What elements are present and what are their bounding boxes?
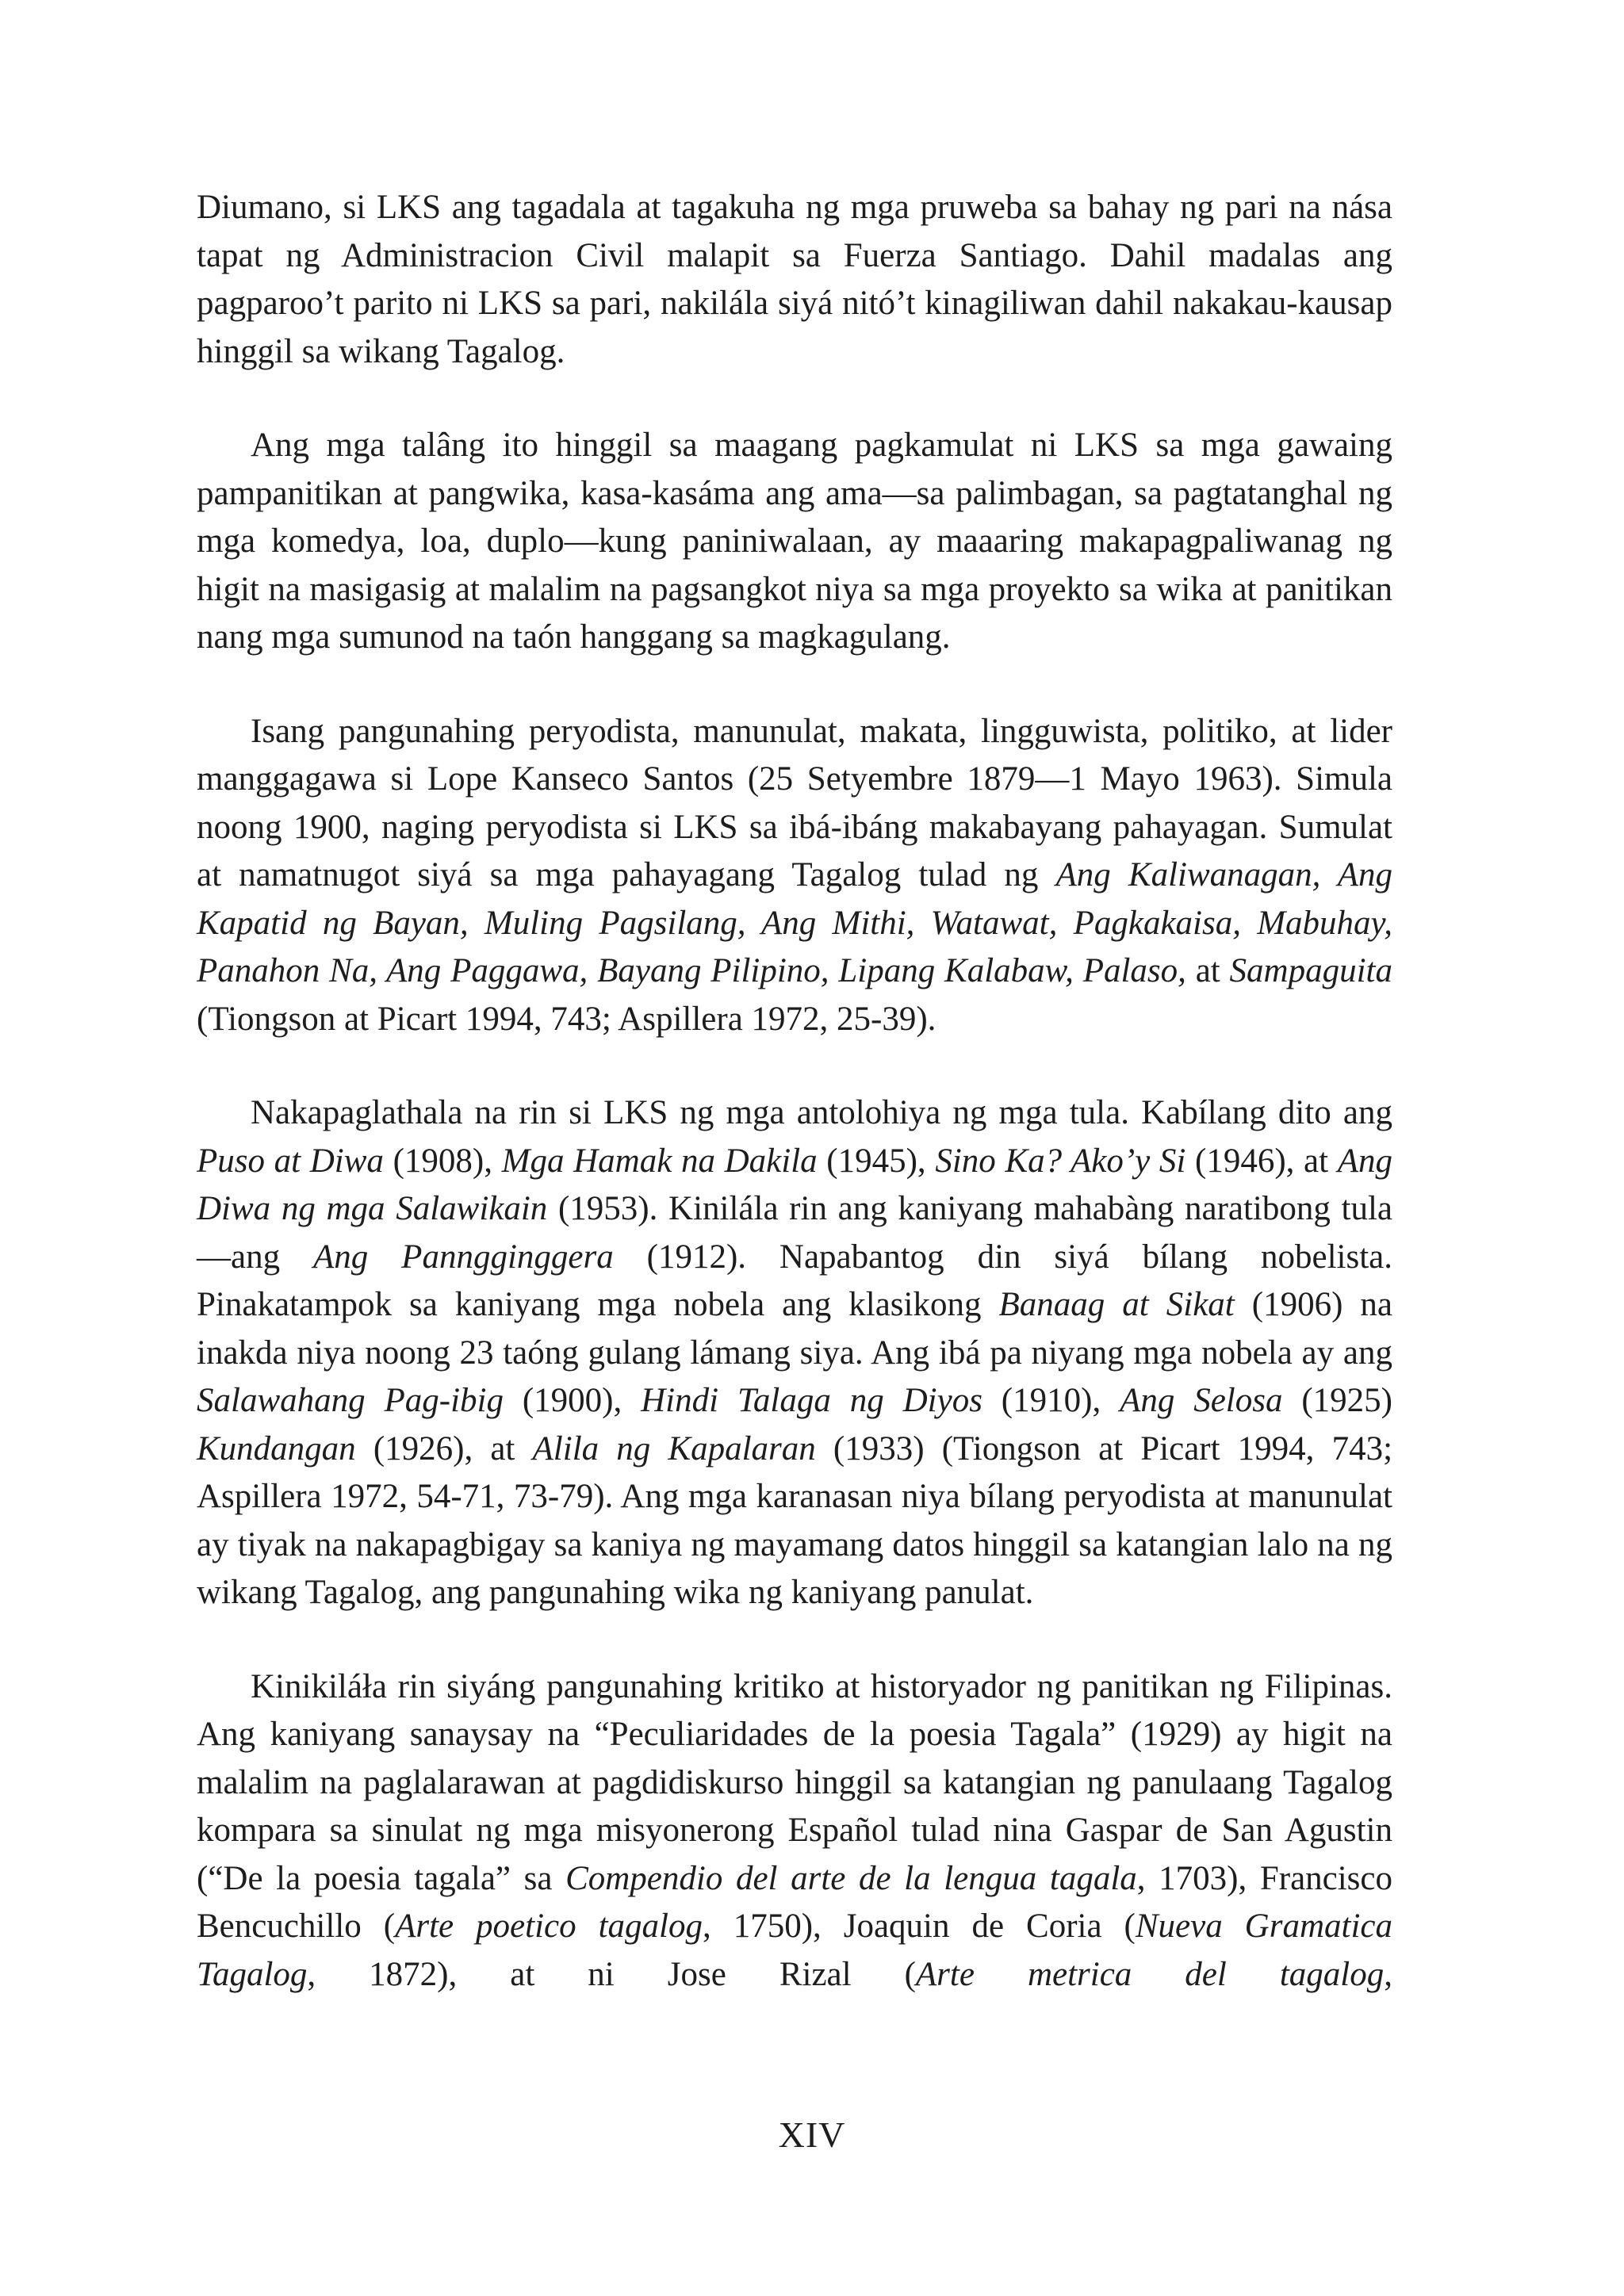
page-number: XIV xyxy=(778,2114,846,2155)
paragraph-4 xyxy=(197,1089,1392,1617)
italic-title: Arte poetico tagalog xyxy=(395,1908,703,1945)
italic-title: Kundangan xyxy=(197,1429,356,1468)
text-run: (1900), xyxy=(503,1382,642,1419)
paragraph-5 xyxy=(197,1663,1392,1999)
text-run: (1946), at xyxy=(1185,1142,1338,1180)
paragraph-3 xyxy=(197,708,1392,1044)
text-run: Kinikiláła rin siyáng pangunahing kritiko at historyador ng panitikan ng Filipinas. Ang kaniyang sanaysay na “Peculiaridades de la poesia Tagala” (1929) ay higit na malalim na paglalarawan at pagdidiskurso hinggil sa katangian ng panulaang Tagalog kompara sa sinulat ng mga misyonerong Español tulad nina Gaspar de San Agustin (“De la poesia tagala” sa xyxy=(197,1667,1392,1897)
text-run: Ang mga talâng ito hinggil sa maagang pagkamulat ni LKS sa mga gawaing pampanitikan at pangwika, kasa-kasáma ang ama—sa palimbagan, sa pagtatanghal ng mga komedya, loa, duplo—kung paniniwalaan, ay maaaring makapagpaliwanag ng higit na masigasig at malalim na pagsangkot niya sa mga proyekto sa wika at panitikan nang mga sumunod na taón hanggang sa magkagulang. xyxy=(197,427,1392,656)
text-run: (1925) xyxy=(1282,1382,1392,1419)
italic-title: Salawahang Pag-ibig xyxy=(197,1382,504,1419)
italic-title: Ang Panngginggera xyxy=(313,1238,614,1276)
text-run: , 1703), Francisco Bencuchillo ( xyxy=(197,1859,1392,1945)
text-run: (1926), at xyxy=(355,1429,533,1468)
text-run: Isang pangunahing peryodista, manunulat, makata, lingguwista, politiko, at lider manggagawa si Lope Kanseco Santos (25 Setyembre 1879—1 Mayo 1963). Simula noong 1900, naging peryodista si LKS sa ibá-ibáng makabayang pahayagan. Sumulat at namatnugot siyá sa mga pahayagang Tagalog tulad ng xyxy=(197,712,1392,894)
text-run: , 1872), at ni Jose Rizal ( xyxy=(307,1955,916,1993)
text-run: Nakapaglathala na rin si LKS ng mga antolohiya ng mga tula. Kabílang dito ang xyxy=(251,1094,1392,1131)
italic-title: Nueva Gramatica Tagalog xyxy=(197,1908,1392,1993)
italic-title: Compendio del arte de la lengua tagala xyxy=(565,1859,1137,1897)
italic-title: Puso at Diwa xyxy=(197,1142,384,1180)
paragraph-1 xyxy=(197,184,1392,376)
italic-title: Sampaguita xyxy=(1229,952,1392,989)
text-run: (1945), xyxy=(817,1142,936,1180)
text-run: , xyxy=(1384,1955,1392,1993)
text-run: (1906) na inakda niya noong 23 taóng gulang lámang siya. Ang ibá pa niyang mga nobela ay ang xyxy=(197,1286,1392,1372)
italic-title: Ang Selosa xyxy=(1120,1382,1283,1419)
paragraph-2 xyxy=(197,422,1392,662)
body-text xyxy=(197,184,1392,2045)
italic-title: Banaag at Sikat xyxy=(998,1286,1235,1323)
italic-title: Ang Kaliwanagan, Ang Kapatid ng Bayan, Muling Pagsilang, Ang Mithi, Watawat, Pagkakaisa, Mabuhay, Panahon Na, Ang Paggawa, Bayang Pilipino, Lipang Kalabaw, Palaso, xyxy=(197,856,1392,989)
text-run: (1908), xyxy=(383,1142,502,1180)
italic-title: Alila ng Kapalaran xyxy=(532,1429,816,1468)
text-run: , 1750), Joaquin de Coria ( xyxy=(702,1908,1136,1945)
italic-title: Hindi Talaga ng Diyos xyxy=(641,1382,982,1419)
italic-title: Mga Hamak na Dakila xyxy=(501,1142,818,1180)
text-run: at xyxy=(1185,952,1230,989)
text-run: Diumano, si LKS ang tagadala at tagakuha ng mga pruweba sa bahay ng pari na násа tapat ng Administracion Civil malapit sa Fuerza Santiago. Dahil madalas ang pagparoo’t parito ni LKS sa pari, nakilála siyá nitó’t kinagiliwan dahil nakakau-kausap hinggil sa wikang Tagalog. xyxy=(197,189,1392,370)
italic-title: Sino Ka? Ako’y Si xyxy=(935,1142,1186,1180)
text-run: (1912). Napabantog din siyá bílang nobelista. Pinakatampok sa kaniyang mga nobela ang klasikong xyxy=(197,1238,1392,1323)
text-run: (1910), xyxy=(982,1382,1120,1419)
italic-title: Ang Diwa ng mga Salawikain xyxy=(197,1142,1393,1227)
text-run: (1953). Kinilála rin ang kaniyang mahabàng naratibong tula—ang xyxy=(197,1190,1392,1276)
text-run: (1933) (Tiongson at Picart 1994, 743; Aspillera 1972, 54-71, 73-79). Ang mga karanasan niya bílang peryodista at manunulat ay tiyak na nakapagbigay sa kaniya ng mayamang datos hinggil sa katangian lalo na ng wikang Tagalog, ang pangunahing wika ng kaniyang panulat. xyxy=(197,1429,1393,1611)
italic-title: Arte metrica del tagalog xyxy=(915,1955,1385,1993)
text-run: (Tiongson at Picart 1994, 743; Aspillera 1972, 25-39). xyxy=(197,1000,936,1038)
